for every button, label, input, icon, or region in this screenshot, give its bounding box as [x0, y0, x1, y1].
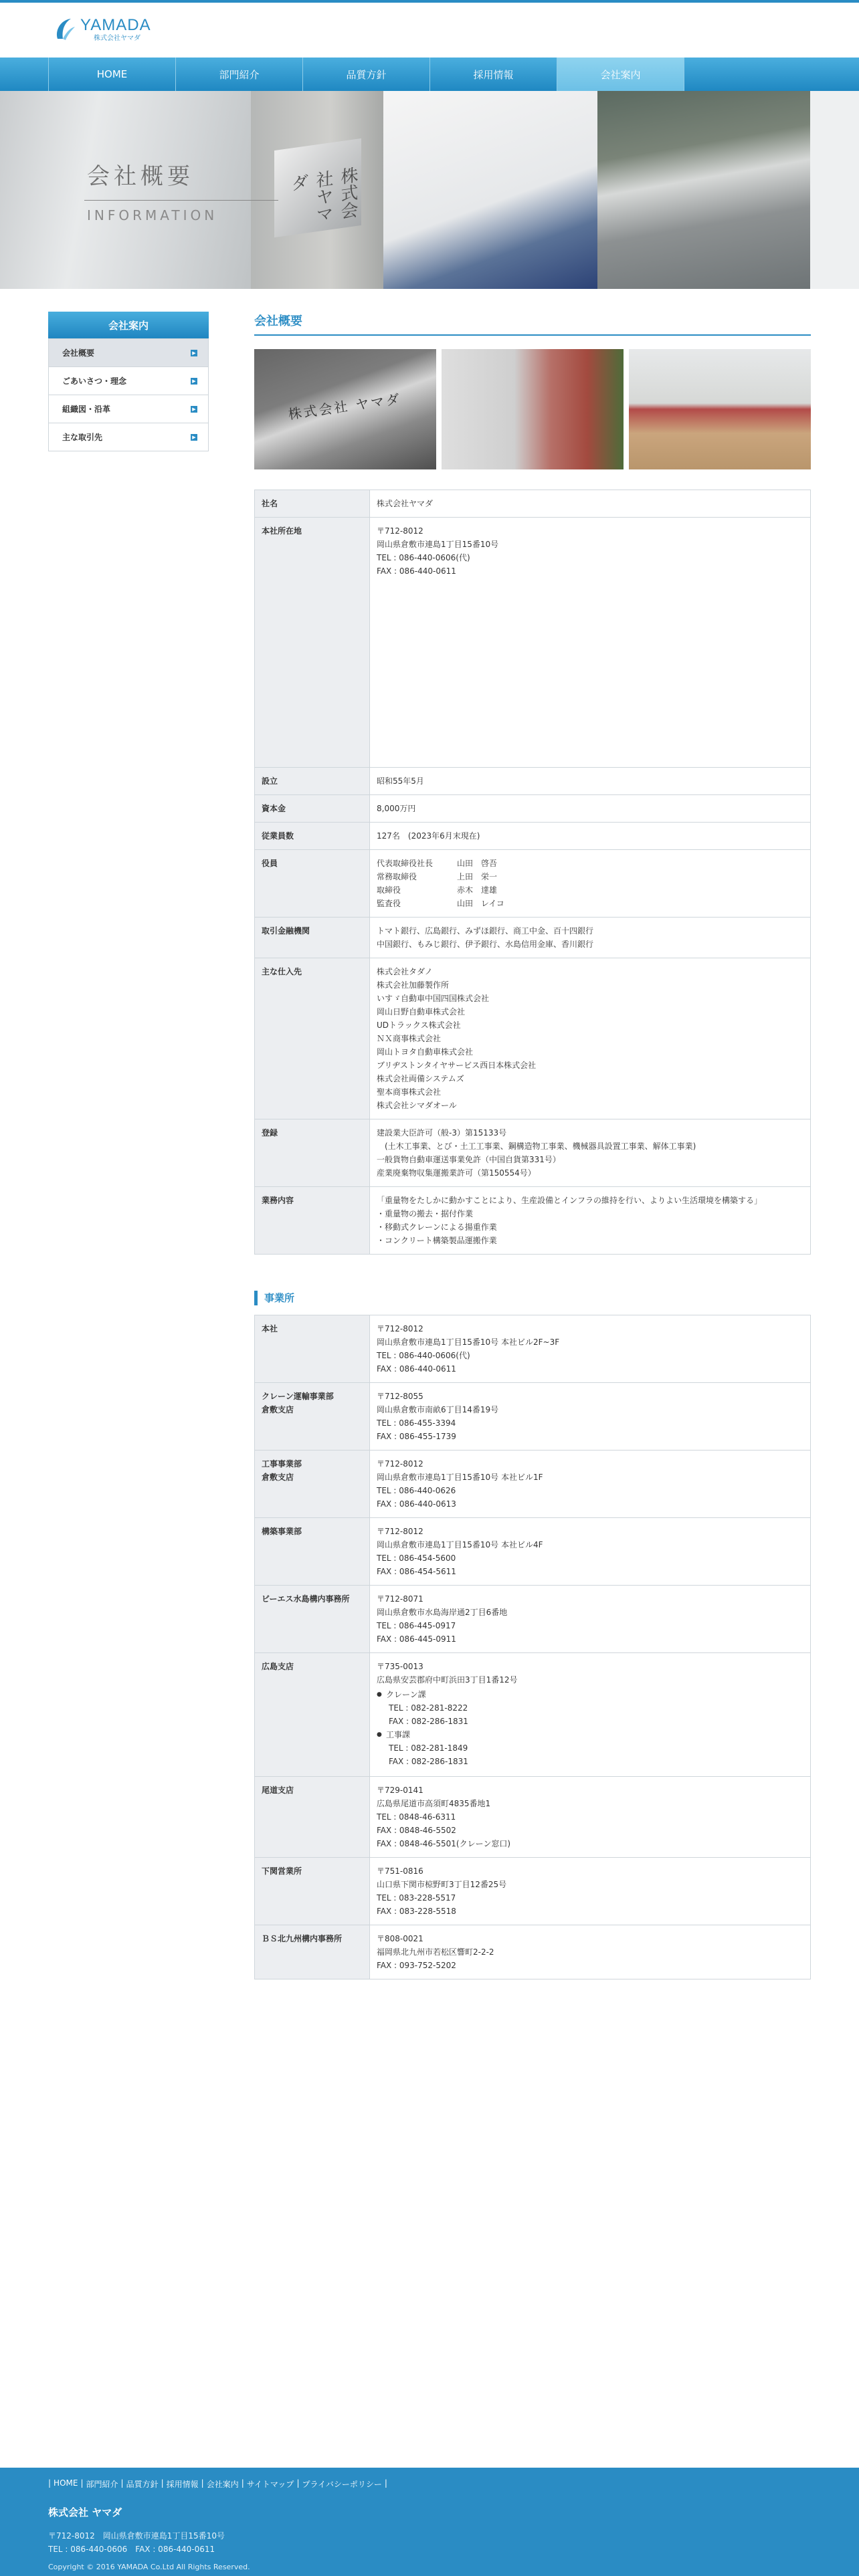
sidebar-item-clients[interactable]: [49, 423, 208, 451]
sidebar-item-label: ごあいさつ・理念: [62, 377, 127, 386]
nav-departments[interactable]: 部門紹介: [176, 58, 303, 91]
officer-name: 山田 啓吾: [457, 859, 498, 868]
hero-sign-text: 株式会社ヤマダ: [288, 165, 358, 224]
link-separator: |: [241, 2478, 244, 2488]
page-title: 会社概要: [254, 312, 811, 336]
photo-sign-plate: [254, 349, 436, 469]
office-details: 〒712-8055 岡山県倉敷市南畝6丁目14番19号 TEL : 086-455-3394 FAX : 086-455-1739: [370, 1383, 811, 1451]
link-separator: |: [48, 2478, 52, 2488]
sidebar-item-overview[interactable]: [49, 338, 208, 366]
hero-title-ja: 会社概要: [87, 163, 194, 190]
photo-meeting-room: [629, 349, 811, 469]
table-row: [255, 1187, 811, 1255]
logo-name: YAMADA: [80, 16, 151, 35]
officer-name: 赤木 達雄: [457, 885, 498, 895]
row-value: 〒712-8012 岡山県倉敷市連島1丁目15番10号 TEL : 086-440-0606(代) FAX : 086-440-0611: [370, 518, 811, 768]
link-separator: |: [384, 2478, 387, 2488]
global-nav: [0, 58, 859, 91]
nav-recruit[interactable]: 採用情報: [430, 58, 557, 91]
row-value: トマト銀行、広島銀行、みずほ銀行、商工中金、百十四銀行 中国銀行、もみじ銀行、伊予銀行、水島信用金庫、香川銀行: [370, 918, 811, 958]
row-value: 127名 (2023年6月末現在): [370, 823, 811, 850]
hero-title-divider: [84, 200, 278, 201]
table-row: [255, 1777, 811, 1858]
officer-title: 監査役: [377, 899, 401, 908]
officer-title: 代表取締役社長: [377, 859, 434, 868]
office-details: 〒712-8071 岡山県倉敷市水島海岸通2丁目6番地 TEL : 086-445-0917 FAX : 086-445-0911: [370, 1586, 811, 1653]
offices-heading: 事業所: [254, 1291, 811, 1305]
company-overview-table: [254, 490, 811, 1255]
department-list: [377, 1688, 803, 1768]
row-label: 社名: [255, 490, 370, 518]
table-row: [255, 1518, 811, 1586]
table-row: [255, 850, 811, 918]
hero-title-en: INFORMATION: [87, 207, 218, 223]
table-row: [255, 823, 811, 850]
table-row: [255, 1315, 811, 1383]
table-row: [255, 918, 811, 958]
link-separator: |: [120, 2478, 124, 2488]
office-details: 〒729-0141 広島県尾道市高須町4835番地1 TEL : 0848-46-6311 FAX : 0848-46-5502 FAX : 0848-46-5501(クレーン窓口): [370, 1777, 811, 1858]
row-label: 登録: [255, 1119, 370, 1187]
table-row: [255, 490, 811, 518]
officers-list: [370, 850, 811, 918]
footer-company-name: 株式会社 ヤマダ: [48, 2506, 122, 2518]
office-name: 本社: [255, 1315, 370, 1383]
arrow-right-icon: ▶: [191, 434, 197, 441]
footer-links: [48, 2478, 387, 2490]
row-label: 従業員数: [255, 823, 370, 850]
row-value: 「重量物をたしかに動かすことにより、生産設備とインフラの維持を行い、よりよい生活環境を構築する」 ・重量物の搬去・据付作業 ・移動式クレーンによる揚重作業 ・コンクリート構築製品運搬作業: [370, 1187, 811, 1255]
office-name: クレーン運輸事業部 倉敷支店: [255, 1383, 370, 1451]
hero-photo-building: [597, 91, 810, 289]
photo-sign-text: 株式会社 ヤマダ: [287, 391, 403, 423]
footer-link-privacy[interactable]: プライバシーポリシー: [302, 2480, 382, 2489]
row-value: 株式会社タダノ 株式会社加藤製作所 いすゞ自動車中国四国株式会社 岡山日野自動車株式会社 UDトラックス株式会社 ＮＸ商事株式会社 岡山トヨタ自動車株式会社 ブリヂストンタイヤサービス西日本株式会社 株式会社両備システムズ 聖本商事株式会社 株式会社シマダオール: [370, 958, 811, 1119]
hero-banner: [0, 91, 859, 289]
office-name: ＢＳ北九州構内事務所: [255, 1925, 370, 1979]
office-address: 〒735-0013 広島県安芸郡府中町浜田3丁目1番12号: [377, 1662, 518, 1685]
nav-home[interactable]: HOME: [49, 58, 176, 91]
row-label: 設立: [255, 768, 370, 795]
officer-name: 山田 レイコ: [457, 899, 504, 908]
row-value: 8,000万円: [370, 795, 811, 823]
photo-staircase: [442, 349, 624, 469]
office-name: 広島支店: [255, 1653, 370, 1777]
row-label: 主な仕入先: [255, 958, 370, 1119]
logo-subtitle: 株式会社ヤマダ: [94, 34, 140, 42]
office-name: 尾道支店: [255, 1777, 370, 1858]
footer-link-recruit[interactable]: 採用情報: [166, 2480, 199, 2489]
link-separator: |: [296, 2478, 300, 2488]
footer-link-sitemap[interactable]: サイトマップ: [246, 2480, 294, 2489]
hero-photo-crane: [383, 91, 597, 289]
table-row: [255, 1653, 811, 1777]
hero-sign-plate: [274, 138, 361, 237]
hero-photo-edge: [810, 91, 859, 289]
site-header: [0, 3, 859, 58]
table-row: [255, 518, 811, 768]
nav-quality-policy[interactable]: 品質方針: [303, 58, 430, 91]
main-content: [254, 312, 811, 1979]
office-name: ビーエス水島構内事務所: [255, 1586, 370, 1653]
officer-title: 常務取締役: [377, 872, 417, 881]
sidebar: [48, 312, 209, 451]
site-logo[interactable]: [54, 16, 151, 43]
arrow-right-icon: ▶: [191, 406, 197, 413]
sidebar-item-label: 主な取引先: [62, 433, 103, 442]
hero-title: [87, 158, 278, 223]
office-details: 〒808-0021 福岡県北九州市若松区響町2-2-2 FAX : 093-752-5202: [370, 1925, 811, 1979]
office-details: 〒712-8012 岡山県倉敷市連島1丁目15番10号 本社ビル4F TEL : 086-454-5600 FAX : 086-454-5611: [370, 1518, 811, 1586]
department-contact: TEL : 082-281-1849 FAX : 082-286-1831: [389, 1743, 468, 1766]
office-name: 下関営業所: [255, 1858, 370, 1925]
table-row: [255, 795, 811, 823]
office-name: 構築事業部: [255, 1518, 370, 1586]
sidebar-item-greeting[interactable]: [49, 366, 208, 395]
site-footer: [0, 2468, 859, 2576]
table-row: [255, 1119, 811, 1187]
sidebar-item-organization[interactable]: [49, 395, 208, 423]
footer-link-departments[interactable]: 部門紹介: [86, 2480, 118, 2489]
logo-mark-icon: [54, 16, 76, 43]
officer-title: 取締役: [377, 885, 401, 895]
nav-company[interactable]: 会社案内: [557, 58, 684, 91]
table-row: [255, 1858, 811, 1925]
row-label: 取引金融機関: [255, 918, 370, 958]
offices-table: [254, 1315, 811, 1979]
table-row: [255, 1586, 811, 1653]
row-label: 業務内容: [255, 1187, 370, 1255]
footer-link-company[interactable]: 会社案内: [206, 2480, 239, 2489]
table-row: [255, 1383, 811, 1451]
list-item: [377, 1728, 803, 1768]
footer-address: 〒712-8012 岡山県倉敷市連島1丁目15番10号 TEL : 086-440-0606 FAX : 086-440-0611: [48, 2531, 225, 2554]
copyright: Copyright © 2016 YAMADA Co.Ltd All Rights Reserved.: [48, 2563, 250, 2571]
table-row: [255, 768, 811, 795]
table-row: [255, 958, 811, 1119]
footer-link-quality-policy[interactable]: 品質方針: [126, 2480, 159, 2489]
row-label: 本社所在地: [255, 518, 370, 768]
row-value: 株式会社ヤマダ: [370, 490, 811, 518]
officer-name: 上田 栄一: [457, 872, 498, 881]
sidebar-item-label: 会社概要: [62, 348, 95, 358]
department-contact: TEL : 082-281-8222 FAX : 082-286-1831: [389, 1703, 468, 1726]
row-label: 資本金: [255, 795, 370, 823]
department-label: ● 工事課: [386, 1730, 411, 1739]
sidebar-item-label: 組織図・沿革: [62, 405, 111, 414]
sidebar-heading: 会社案内: [48, 312, 209, 338]
row-value: 昭和55年5月: [370, 768, 811, 795]
photo-row: [254, 349, 811, 469]
arrow-right-icon: ▶: [191, 378, 197, 385]
row-label: 役員: [255, 850, 370, 918]
office-name: 工事事業部 倉敷支店: [255, 1451, 370, 1518]
link-separator: |: [161, 2478, 164, 2488]
row-value: 建設業大臣許可（般-3）第15133号 (土木工事業、とび・土工工事業、鋼構造物工事業、機械器具設置工事業、解体工事業) 一般貨物自動車運送事業免許（中国自貨第331号） 産業廃棄物収集運搬業許可（第150554号）: [370, 1119, 811, 1187]
list-item: [377, 1688, 803, 1728]
office-details: 〒751-0816 山口県下関市椋野町3丁目12番25号 TEL : 083-228-5517 FAX : 083-228-5518: [370, 1858, 811, 1925]
office-details: [370, 1653, 811, 1777]
office-details: 〒712-8012 岡山県倉敷市連島1丁目15番10号 本社ビル2F~3F TEL : 086-440-0606(代) FAX : 086-440-0611: [370, 1315, 811, 1383]
table-row: [255, 1451, 811, 1518]
office-details: 〒712-8012 岡山県倉敷市連島1丁目15番10号 本社ビル1F TEL : 086-440-0626 FAX : 086-440-0613: [370, 1451, 811, 1518]
table-row: [255, 1925, 811, 1979]
link-separator: |: [201, 2478, 204, 2488]
department-label: ● クレーン課: [386, 1690, 426, 1699]
footer-link-home[interactable]: HOME: [54, 2478, 78, 2488]
arrow-right-icon: ▶: [191, 350, 197, 356]
link-separator: |: [80, 2478, 84, 2488]
